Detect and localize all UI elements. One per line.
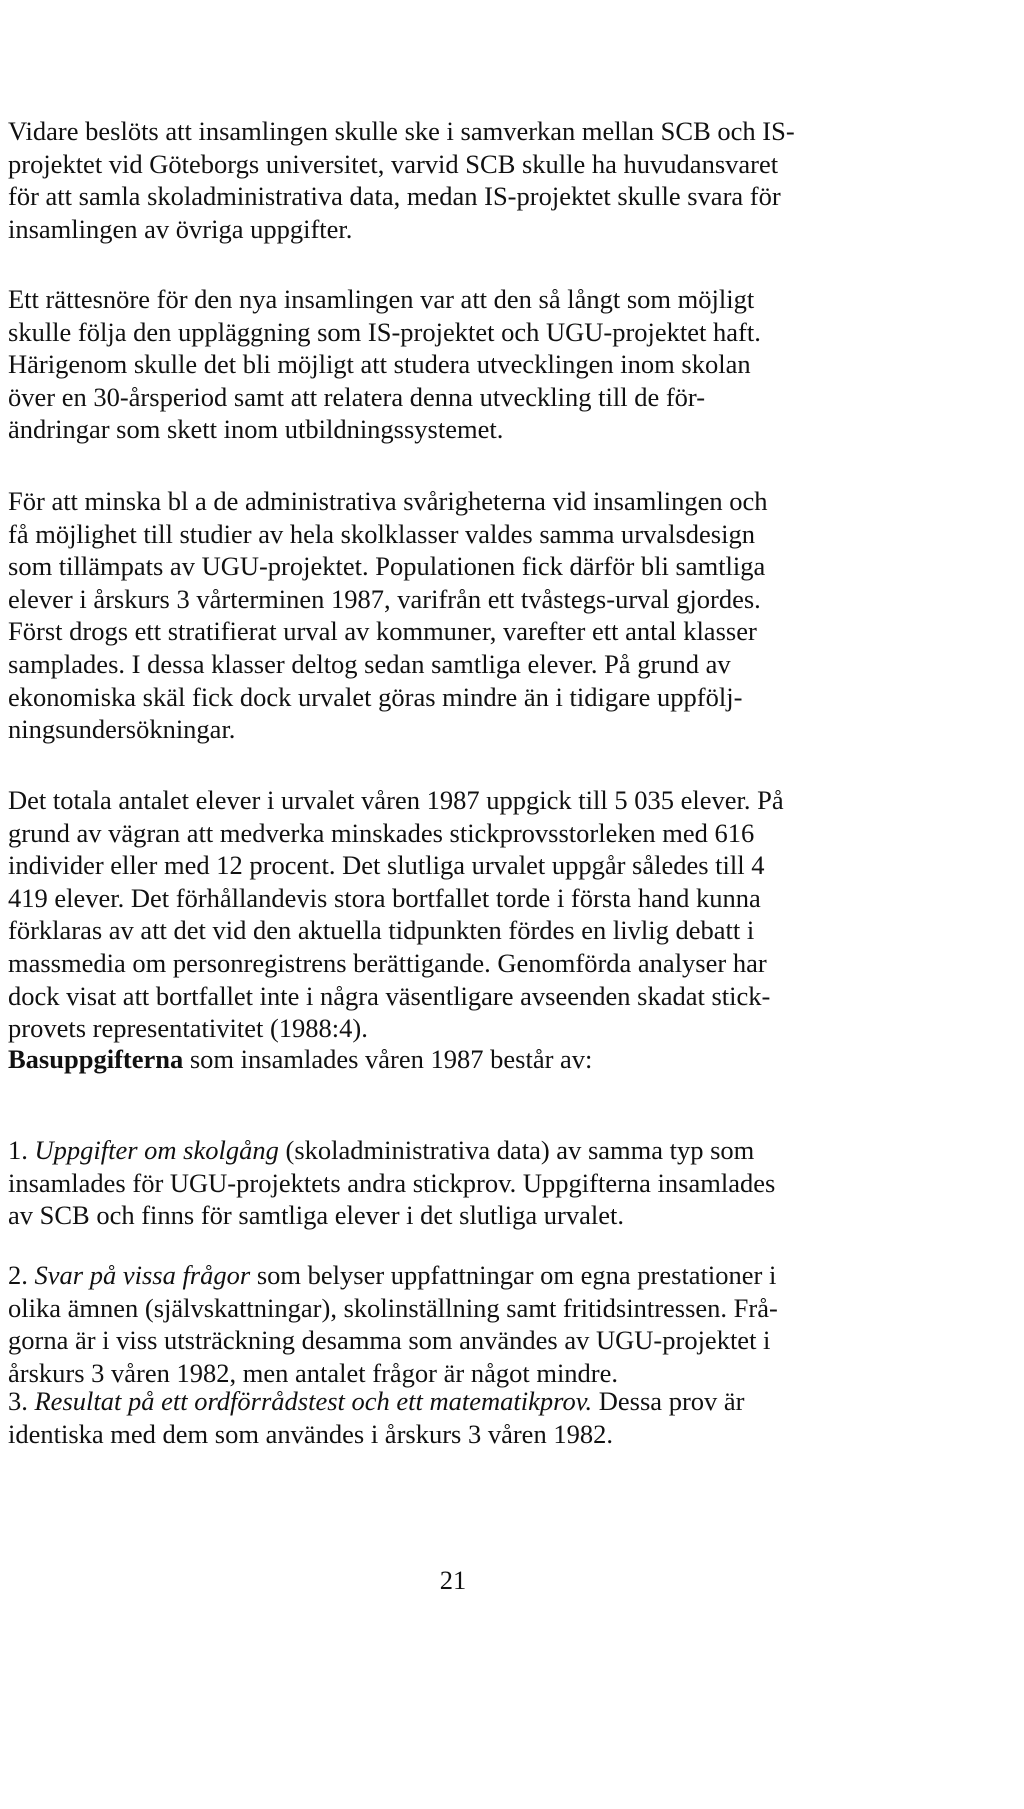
text-line: få möjlighet till studier av hela skolklasser valdes samma urvalsdesign [8, 518, 755, 549]
paragraph-collection-method [8, 115, 948, 245]
text-line [8, 1385, 948, 1418]
text-line: grund av vägran att medverka minskades stickprovsstorleken med 616 [8, 817, 755, 848]
text-line: för att samla skoladministrativa data, medan IS-projektet skulle svara för [8, 181, 781, 212]
item-title: Resultat på ett ordförrådstest och ett matematikprov. [34, 1386, 593, 1416]
text-line: Vidare beslöts att insamlingen skulle ske i samverkan mellan SCB och IS- [8, 116, 795, 146]
text-line: ändringar som skett inom utbildningssystemet. [8, 414, 504, 445]
list-item-2 [8, 1259, 948, 1389]
text-line: gorna är i viss utsträckning desamma som användes av UGU-projektet i [8, 1325, 771, 1356]
text-line: massmedia om personregistrens berättigande. Genomförda analyser har [8, 947, 767, 978]
text-line: årskurs 3 våren 1982, men antalet frågor är något mindre. [8, 1357, 619, 1388]
list-item-3 [8, 1385, 948, 1450]
text-line: ningsundersökningar. [8, 714, 236, 745]
text-line: Ett rättesnöre för den nya insamlingen var att den så långt som möjligt [8, 284, 755, 314]
text-line: ekonomiska skäl fick dock urvalet göras mindre än i tidigare uppfölj- [8, 681, 743, 712]
text-line: samplades. I dessa klasser deltog sedan samtliga elever. På grund av [8, 648, 731, 679]
text-line: som tillämpats av UGU-projektet. Populationen fick därför bli samtliga [8, 551, 766, 582]
text-line: över en 30-årsperiod samt att relatera denna utveckling till de för- [8, 381, 706, 412]
paragraph-sample-design [8, 485, 948, 746]
text-line: identiska med dem som användes i årskurs 3 våren 1982. [8, 1418, 613, 1449]
item-title: Uppgifter om skolgång [34, 1135, 279, 1165]
text-line: skulle följa den uppläggning som IS-projektet och UGU-projektet haft. [8, 316, 761, 347]
item-number: 3. [8, 1386, 35, 1416]
text-line: av SCB och finns för samtliga elever i det slutliga urvalet. [8, 1200, 624, 1231]
item-title: Svar på vissa frågor [34, 1260, 251, 1290]
text-line: individer eller med 12 procent. Det slutliga urvalet uppgår således till 4 [8, 850, 765, 881]
text-line: olika ämnen (självskattningar), skolinställning samt fritidsintressen. Frå- [8, 1292, 778, 1323]
text-line: dock visat att bortfallet inte i några väsentligare avseenden skadat stick- [8, 980, 771, 1011]
text-line: projektet vid Göteborgs universitet, varvid SCB skulle ha huvudansvaret [8, 148, 779, 179]
list-item-1 [8, 1134, 948, 1232]
text-line: elever i årskurs 3 vårterminen 1987, varifrån ett tvåstegs-urval gjordes. [8, 583, 761, 614]
item-text: Dessa prov är [592, 1386, 745, 1416]
intro-text: som insamlades våren 1987 består av: [183, 1044, 593, 1074]
page-number: 21 [439, 1565, 467, 1595]
text-line: Härigenom skulle det bli möjligt att studera utvecklingen inom skolan [8, 349, 751, 380]
text-line: provets representativitet (1988:4). [8, 1013, 368, 1044]
text-line: insamlingen av övriga uppgifter. [8, 213, 353, 244]
text-line: 419 elever. Det förhållandevis stora bortfallet torde i första hand kunna [8, 882, 761, 913]
item-text: (skoladministrativa data) av samma typ som [278, 1135, 755, 1165]
text-line [8, 1043, 948, 1076]
text-line: insamlades för UGU-projektets andra stickprov. Uppgifterna insamlades [8, 1167, 776, 1198]
paragraph-sample-size [8, 784, 948, 1045]
text-line: Först drogs ett stratifierat urval av kommuner, varefter ett antal klasser [8, 616, 757, 647]
paragraph-base-data-intro [8, 1043, 948, 1076]
text-line: För att minska bl a de administrativa svårigheterna vid insamlingen och [8, 486, 768, 516]
item-number: 2. [8, 1260, 35, 1290]
text-line: förklaras av att det vid den aktuella tidpunkten fördes en livlig debatt i [8, 915, 755, 946]
item-number: 1. [8, 1135, 35, 1165]
bold-term: Basuppgifterna [8, 1044, 184, 1074]
paragraph-guideline [8, 283, 948, 446]
item-text: som belyser uppfattningar om egna prestationer i [250, 1260, 777, 1290]
text-line [8, 1259, 948, 1292]
text-line: Det totala antalet elever i urvalet våren 1987 uppgick till 5 035 elever. På [8, 785, 784, 815]
text-line [8, 1134, 948, 1167]
